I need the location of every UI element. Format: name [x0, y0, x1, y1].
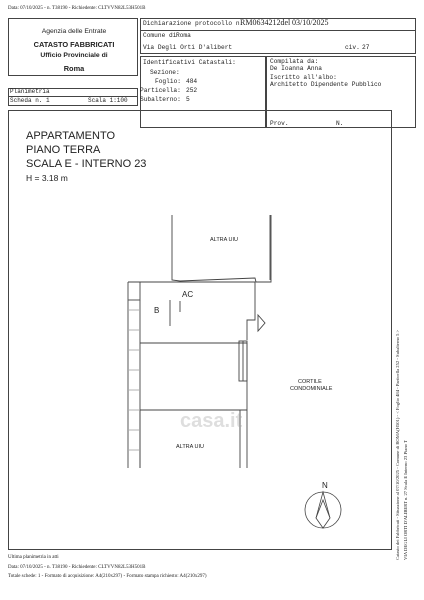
compass-label: N: [322, 481, 328, 490]
plan-heading-2: PIANO TERRA: [26, 144, 101, 156]
declaration-number: RM0634212del: [240, 18, 291, 27]
prov-label: Prov.: [270, 120, 289, 127]
room-cortile: CORTILE: [298, 379, 322, 385]
subalterno-value: 5: [186, 96, 190, 103]
side-text-line1: Catasto dei Fabbricati - Situazione al 07/10/2025 - Comune di ROMA(H501) - < Foglio 484 - Particella 252 - Subalterno 5 >: [395, 329, 400, 560]
comune-label: Comune di: [143, 32, 177, 39]
foglio-value: 484: [186, 78, 198, 85]
declaration-label: Dichiarazione protocollo n.: [143, 20, 244, 27]
agency-office: Ufficio Provinciale di: [40, 52, 108, 59]
albo-value: Architetto Dipendente Pubblico: [270, 81, 382, 88]
room-altra-uiu-top: ALTRA UIU: [210, 237, 239, 243]
sezione-label: Sezione:: [150, 69, 180, 76]
room-condominiale: CONDOMINIALE: [290, 386, 333, 392]
footer-schede: Totale schede: 1 - Formato di acquisizione: A4(210x297) - Formato stampa richiesto: A4(210x297): [8, 574, 207, 579]
planimetria-label: Planimetria: [10, 88, 50, 95]
side-text-line2: VIA DEGLI ORTI D'ALIBERT n. 27 Scala E Interno 23 Piano T: [403, 440, 408, 560]
footer-ultima: Ultima planimetria in atti: [8, 555, 59, 560]
identifiers-title: Identificativi Catastali:: [143, 59, 236, 66]
plan-heading-1: APPARTAMENTO: [26, 130, 116, 142]
comune-value: Roma: [176, 32, 191, 39]
n-label: N.: [336, 120, 344, 127]
footer-meta: Data: 07/10/2025 - n. T38190 - Richiedente: CLTVVN82L53H501B: [8, 565, 146, 570]
room-altra-uiu-bottom: ALTRA UIU: [176, 444, 205, 450]
foglio-label: Foglio:: [155, 78, 181, 85]
top-meta: Data: 07/10/2025 - n. T38190 - Richiedente: CLTVVN82L53H501B: [8, 6, 146, 11]
plan-heading-3: SCALA E - INTERNO 23: [26, 158, 147, 170]
agency-city: Roma: [63, 64, 85, 73]
address-street: Via Degli Orti D'alibert: [143, 44, 233, 51]
subalterno-label: Subalterno:: [140, 96, 181, 103]
particella-label: Particella:: [140, 87, 181, 94]
room-ac: AC: [182, 290, 194, 299]
particella-value: 252: [186, 87, 198, 94]
room-b: B: [154, 306, 160, 315]
scala-label: Scala 1:100: [88, 97, 128, 104]
plan-height: H = 3.18 m: [26, 173, 68, 183]
declaration-date: 03/10/2025: [292, 18, 329, 27]
civ-value: 27: [362, 44, 370, 51]
scheda-label: Scheda n. 1: [10, 97, 50, 104]
albo-label: Iscritto all'albo:: [270, 74, 337, 81]
compass-icon: [305, 492, 341, 528]
agency-catasto: CATASTO FABBRICATI: [33, 40, 115, 49]
agency-name: Agenzia delle Entrate: [41, 28, 107, 35]
watermark: casa.it: [180, 410, 243, 432]
compiled-name: De Ioanna Anna: [270, 65, 322, 72]
civ-label: civ.: [345, 44, 360, 51]
compiled-label: Compilata da:: [270, 58, 319, 65]
